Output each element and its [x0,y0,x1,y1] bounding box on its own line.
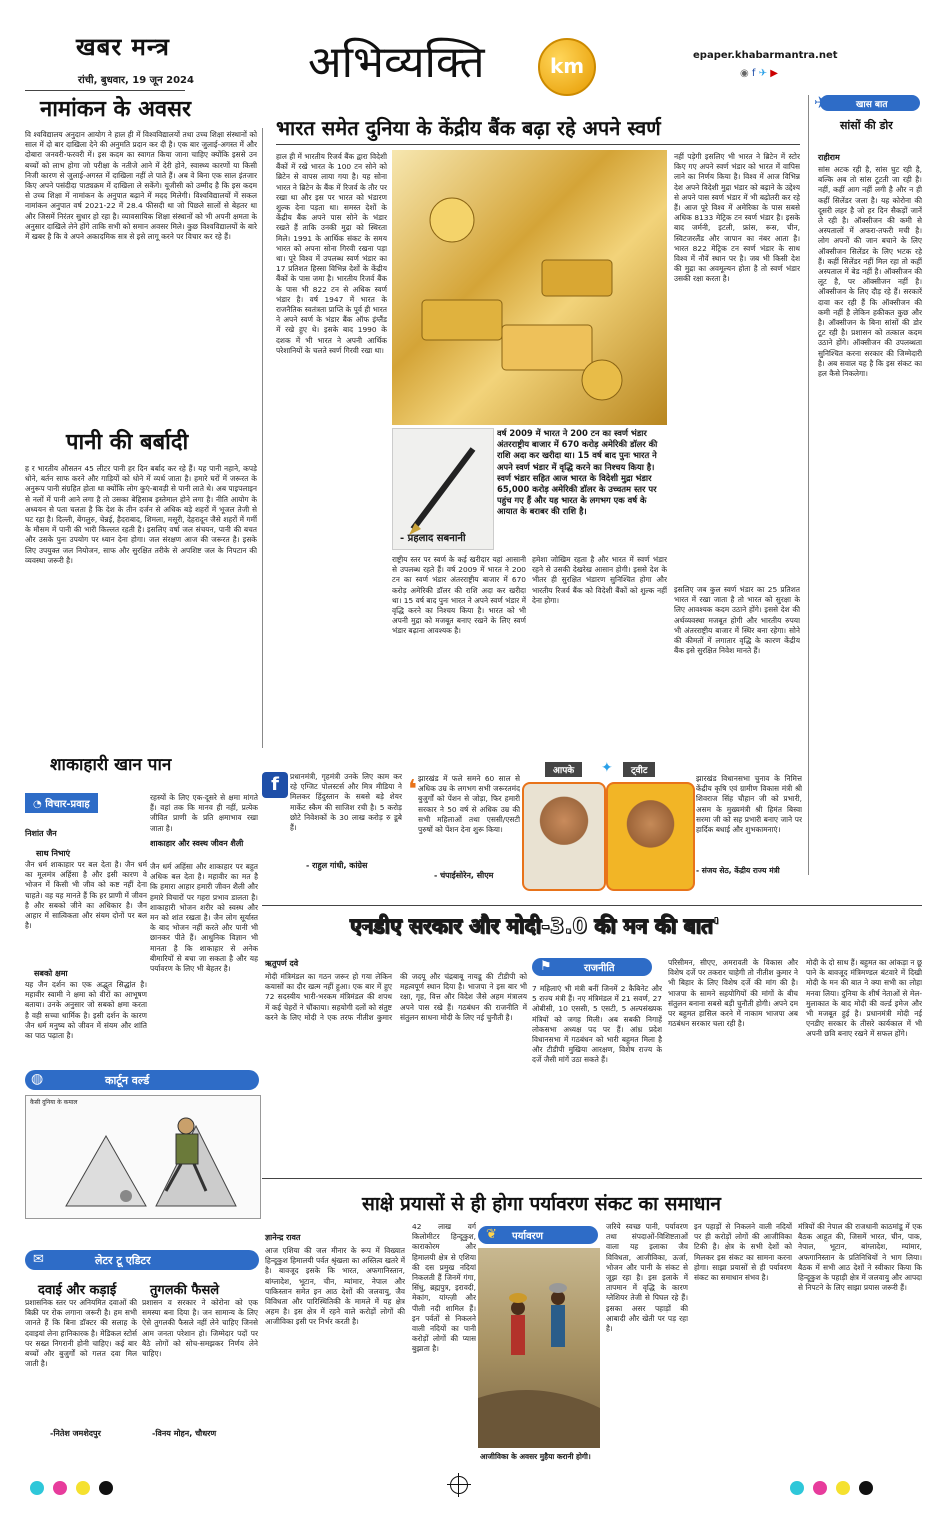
vichar-sub-3: शाकाहार और स्वस्थ जीवन शैली [150,839,244,848]
letter-2-signature: -विनय मोहन, चौधरण [152,1429,217,1438]
tweets-tag-right: ट्वीट [623,762,655,777]
gold-bars-photo [392,150,667,425]
dateline: रांची, बुधवार, 19 जून 2024 [78,75,194,86]
lead-author: - प्रहलाद सबनानी [400,533,466,544]
modi-col-1: मोदी मंत्रिमंडल का गठन जरूर हो गया लेकिन कयासों का दौर खत्म नहीं हुआ। एक बार में हुए 72 सदस्यीय भारी-भरकम मंत्रिमंडल की शपथ में कई चेहरों ने चौंकाया। सहयोगी दलों को संतुष्ट करने के लिए मोदी ने एक तरफ नीतीश कुमार की जदयू और चंद्रबाबू नायडू की टीडीपी को महत्वपूर्ण स्थान दिया है। भाजपा ने इस बार भी रक्षा, गृह, वित्त और विदेश जैसे अहम मंत्रालय अपने पास रखे हैं। गठबंधन की राजनीति में संतुलन साधना मोदी के लिए नई चुनौती है। [265,972,527,1022]
tweet-2-text: झारखंड में फले समने 60 साल से अधिक उम्र के लगभग सभी जरूरतमंद बुजुर्गों को पेंशन से जोड़ा, फिर हमारी सरकार ने 50 वर्ष से अधिक उम्र की सभी महिलाओं तथा एससी/एसटी पुरुषों को पेंशन देना शुरू किया। [418,774,520,835]
lead-col-2: राष्ट्रीय स्तर पर स्वर्ण के कई खरीदार यहां आसानी से उपलब्ध रहते हैं। वर्ष 2009 में भारत ने 200 टन का स्वर्ण भंडार अंतरराष्ट्रीय बाजार में 670 करोड़ अमेरिकी डॉलर की राशि अदा कर खरीदा था। 15 वर्ष बाद पुनः भारत ने अपने स्वर्ण भंडार में वृद्धि करने का निश्चय किया है। भारत को भी अपनी मुद्रा को मजबूत बनाए रखने के लिए स्वर्ण भंडार बढ़ाना आवश्यक है। [392,555,526,636]
tweet-1-signature: - राहुल गांधी, कांग्रेस [306,861,368,870]
envelope-icon: ✉ [33,1252,44,1267]
cartoon-panel [25,1095,261,1219]
tweet-2-quote-icon: ❛ [408,775,418,805]
cartoon-illustration [26,1096,260,1218]
letter-1-body: प्रशासनिक स्तर पर अनियमित दवाओं की बिक्री पर रोक लगाना जरूरी है। हम सभी जानते हैं कि बिना डॉक्टर की सलाह के दवाइयां लेना हानिकारक है। मेडिकल स्टोर्स पर सख्त निगरानी होनी चाहिए। कई बार बच्चों और बुजुर्गों को गलत दवा मिल जाती है। [25,1298,137,1369]
editorial-2-body: ह र भारतीय औसतन 45 लीटर पानी हर दिन बर्बाद कर रहे हैं। यह पानी नहाने, कपड़े धोने, बर्तन साफ करने और गाड़ियों को धोने में व्यर्थ जाता है। हमारे घरों में जरूरत के अनुरूप पानी संग्रहित होता था क्योंकि लोग कुएं-बावड़ी से पानी लाते थे। अब पाइपलाइन से नलों में पानी आने लगा है तो उसका बेहिसाब इस्तेमाल होने लगा है। नीति आयोग के अध्ययन से पता चलता है कि देश के तीन दर्जन से अधिक बड़े शहरों में भूजल तेजी से घट रहा है। दिल्ली, बेंगलुरु, चेन्नई, हैदराबाद, शिमला, मसूरी, देहरादून जैसे शहरों में गर्मी के मौसम में पानी की भारी किल्लत रहती है। इसलिए वर्षा जल संचयन, पानी की बचत और उसके पुनः उपयोग पर ध्यान देना होगा। जल संरक्षण आज की जरूरत है। इसके लिए उपयुक्त जल नियोजन, साफ और सुरक्षित तरीके से अपशिष्ट जल के निपटान की व्यवस्था जरूरी है। [25,464,257,565]
lead-col-1: हाल ही में भारतीय रिजर्व बैंक द्वारा विदेशी बैंकों में रखे भारत के 100 टन सोने को ब्रिटेन से वापस लाया गया है। यह सोना भारत ने ब्रिटेन के बैंक में रिजर्व के तौर पर रखा था और इस पर भारत को भंडारण शुल्क देना पड़ता था। समस्त देशों के केंद्रीय बैंक अपने पास सोने के भंडार रखते हैं ताकि उनकी मुद्रा को स्थिरता मिले। 1991 के आर्थिक संकट के समय भारत को अपना सोना गिरवी रखना पड़ा था। पूरे विश्व में उपलब्ध स्वर्ण भंडार का 17 प्रतिशत हिस्सा विभिन्न देशों के केंद्रीय बैंकों के पास जमा है। भारतीय रिजर्व बैंक के पास भी 822 टन से अधिक स्वर्ण भंडार है। वर्ष 1947 में भारत के राजनैतिक स्वतंत्रता प्राप्ति के पूर्व ही भारत ने अपने स्वर्ण के भंडार बैंक ऑफ इंग्लैंड में रखे हुए थे। इसके बाद 1990 के दशक में भी भारत ने अपनी आर्थिक परेशानियों के चलते स्वर्ण गिरवी रखा था। [276,152,387,355]
brand-logo [538,38,596,96]
black-dot [99,1481,113,1495]
col-divider-right [808,95,809,875]
modi-col-2: 7 महिलाएं भी मंत्री बनीं जिनमें 2 कैबिनेट और 5 राज्य मंत्री हैं। नए मंत्रिमंडल में 21 सवर्ण, 27 ओबीसी, 10 एससी, 5 एसटी, 5 अल्पसंख्यक मंत्रियों को जगह मिली। अब सबकी निगाहें लोकसभा अध्यक्ष पद पर हैं। आंध्र प्रदेश विधानसभा में गठबंधन को भारी बहुमत मिला है और टीडीपी मुखिया आरक्षण, विशेष राज्य के दर्जे जैसी मांगें उठा सकते हैं। [532,984,662,1065]
right-col-body: सांस अटक रही है, सांस घुट रही है, बल्कि अब तो सांस टूटती जा रही है। नहीं, कहीं आग नहीं लगी है और न ही कहीं सिलेंडर जला है। यह कोरोना की दूसरी लहर है जो हर दिन सैकड़ों जानें ले रही है। ऑक्सीजन की कमी से अस्पतालों में अफरा-तफरी मची है। लोग अपनों की जान बचाने के लिए ऑक्सीजन सिलेंडर के लिए भटक रहे हैं। कहीं सिलेंडर नहीं मिल रहा तो कहीं अस्पताल में बेड नहीं है। ऑक्सीजन की लूट है, पर ऑक्सीजन नहीं है। ऑक्सीजन के लिए दौड़ रहे हैं। सरकारें दावा कर रही हैं कि ऑक्सीजन की कमी नहीं है लेकिन हकीकत कुछ और है। ऑक्सीजन के बिना सांसों की डोर टूट रही है। प्रशासन को तत्काल कदम उठाने होंगे। ऑक्सीजन की उपलब्धता सुनिश्चित करना सरकार की जिम्मेदारी है। अब सवाल यह है कि इस संकट का हल कैसे निकलेगा। [818,165,922,379]
tweet-2-signature: - चंपाईसोरेन, सीएम [434,871,494,880]
editorial-2-heading: पानी की बर्बादी [66,430,189,455]
lead-pull-quote: वर्ष 2009 में भारत ने 200 टन का स्वर्ण भंडार अंतरराष्ट्रीय बाजार में 670 करोड़ अमेरिकी डॉलर की राशि अदा कर खरीदा था। 15 वर्ष बाद पुनः भारत ने अपने स्वर्ण भंडार में वृद्धि करने का निश्चय किया है। स्वर्ण भंडार सहित आज भारत के विदेशी मुद्रा भंडार 65,000 करोड़ अमेरिकी डॉलर के उच्चतम स्तर पर पहुंच गए हैं और यह भारत के लगभग एक वर्ष के आयात के बराबर की राशि है। [497,428,658,517]
env-byline: ज्ञानेन्द्र रावत [265,1233,301,1242]
brand-logo-letters: km [550,54,585,78]
rajneeti-icon: ⚑ [540,959,552,974]
tweet-3-signature: - संजय सेठ, केंद्रीय राज्य मंत्री [696,866,780,875]
vichar-sub-2: सबको क्षमा [34,969,68,978]
twitter-icon: ✈ [758,68,768,79]
lead-rule [276,144,800,145]
env-col-1: आज एशिया की जल मीनार के रूप में विख्यात हिन्दूकुश हिमालयी पर्वत श्रृंखला का अस्तित्व खतरे में है। बावजूद इसके कि भारत, अफगानिस्तान, बांग्लादेश, भूटान, चीन, म्यांमार, नेपाल और पाकिस्तान समेत इन आठ देशों की जलवायु, जैव विविधता और पारिस्थितिकी के मामले में यह क्षेत्र अहम है। इस क्षेत्र में रहने वाले करोड़ों लोगों की आजीविका इसी पर निर्भर करती है। [265,1246,405,1327]
paper-name: खबर मन्त्र [76,32,170,61]
env-headline: साक्षे प्रयासों से ही होगा पर्यावरण संकट का समाधान [362,1193,721,1215]
sanjay-seth-photo [606,782,695,891]
masthead-rule [25,90,185,91]
khas-baat-label: खास बात [856,100,888,110]
magenta-dot [53,1481,67,1495]
cartoon-world-tag [25,1070,259,1090]
right-col-byline: राहीराम [818,153,840,162]
color-registration-left [30,1480,117,1499]
right-col-title: सांसों की डोर [840,119,893,132]
modi-col-3: परिसीमन, सीएए, अमरावती के विकास और विशेष दर्जे पर तकरार चाहेगी तो नीतीश कुमार ने भी बिहार के लिए विशेष दर्जे की मांग की है। भाजपा के सामने सहयोगियों की मांगों के बीच संतुलन बनाना सबसे बड़ी चुनौती होगी। अपने दम पर बहुमत हासिल करने में नाकाम भाजपा अब गठबंधन सरकार चला रही है। [668,958,798,1029]
editorial-1-heading: नामांकन के अवसर [40,97,191,122]
women-figures [478,1248,600,1448]
tweet-3-text: झारखंड विधानसभा चुनाव के निमित्त केंद्रीय कृषि एवं ग्रामीण विकास मंत्री श्री शिवराज सिंह चौहान जी को प्रभारी, असम के मुख्यमंत्री श्री हिमंत बिस्वा सरमा जी को सह प्रभारी बनाए जाने पर हार्दिक बधाई और शुभकामनाएं। [696,774,802,835]
khas-baat-tag [814,93,920,112]
tweets-tag-left: आपके [545,762,582,777]
tweet-1-text: प्रधानमंत्री, गृहमंत्री उनके लिए काम कर रहे एग्जिट पोलस्टर्स और मित्र मीडिया ने मिलकर हिंदुस्तान के सबसे बड़े शेयर मार्केट स्कैम की साजिश रची है। 5 करोड़ छोटे निवेशकों के 30 लाख करोड़ रु डूबे हैं। [290,772,402,833]
letter-2-title: तुगलकी फैसले [150,1283,220,1298]
modi-headline: एनडीए सरकार और मोदी-3.0 की मन की बात' [350,914,720,938]
rajneeti-tag [532,958,652,976]
letter-1-signature: -नितेश जमशेदपुर [50,1429,101,1438]
black-dot [859,1481,873,1495]
vichar-body-2: यह जैन दर्शन का एक अद्भुत सिद्धांत है। महावीर स्वामी ने क्षमा को वीरों का आभूषण बताया। उनके अनुसार जो सबको क्षमा करता है वही सच्चा धार्मिक है। इसी दर्शन के कारण जैन धर्म मनुष्य को जीवन में संयम और शांति का पाठ पढ़ाता है। [25,980,147,1041]
vichar-sub-1: साथ निभाएं [36,849,71,858]
editorial-1-body: वि श्वविद्यालय अनुदान आयोग ने हाल ही में विश्वविद्यालयों तथा उच्च शिक्षा संस्थानों को साल में दो बार दाखिला देने की अनुमति प्रदान कर दी है। एक बार जुलाई-अगस्त में और दोबारा जनवरी-फरवरी में। इस कदम का स्वागत किया जाना चाहिए क्योंकि इससे उन बच्चों को लाभ होगा जो परीक्षा के नतीजे आने में देरी होने, स्वास्थ्य कारणों या किसी निजी कारण से जुलाई-अगस्त में दाखिला नहीं ले पाते हैं। अब वे बिना एक साल इंतजार किए अपने पसंदीदा पाठ्यक्रम में दाखिला ले सकेंगे। यूजीसी को उम्मीद है कि इस कदम से उच्च शिक्षा में नामांकन के अनुपात बढ़ाने में मदद मिलेगी। विश्वविद्यालयों में सकल नामांकन अनुपात वर्ष 2021-22 में 28.4 फीसदी था जो पिछले सालों से बेहतर था और जिसमें निरंतर सुधार हो रहा है। व्यावसायिक शिक्षा संस्थानों को भी अपनी क्षमता के अनुसार दाखिले लेने होंगे ताकि सभी को समान अवसर मिले। कुछ विश्वविद्यालयों के बारे में खबर है कि वे अपने अकादमिक सत्र से इसे लागू करने पर विचार कर रहे हैं। [25,130,257,242]
youtube-icon: ▶ [770,68,778,79]
env-col-2: 42 लाख वर्ग किलोमीटर हिन्दूकुश, काराकोरम और हिमालयी क्षेत्र से एशिया की दस प्रमुख नदियां निकलती हैं जिनमें गंगा, सिंधु, ब्रह्मपुत्र, इरावदी, मेकांग, यांग्त्ज़ी और पीली नदी शामिल हैं। इन पर्वतों से निकलने वाली नदियों का पानी करोड़ों लोगों की प्यास बुझाता है। [412,1222,476,1354]
leaf-icon: ❦ [486,1227,497,1242]
modi-col-4: मोदी के दो साथ हैं। बहुमत का आंकड़ा न छू पाने के बावजूद मंत्रिमण्डल बंटवारे में दिखी मोदी के मन की बात ने क्या सभी का लोहा मनवा लिया। दुनिया के शीर्ष नेताओं से मेल-मुलाकात के बाद मोदी की वर्ल्ड इमेज और भी मजबूत हुई है। प्रधानमंत्री मोदी नई एनडीए सरकार के तीसरे कार्यकाल में भी अपनी छवि बनाए रखने में सफल होंगे। [806,958,922,1039]
website-url[interactable]: epaper.khabarmantra.net [693,50,838,61]
vichar-body-1: जैन धर्म शाकाहार पर बल देता है। जैन धर्म का मूलमंत्र अहिंसा है और इसी कारण वे भोजन में किसी भी जीव को कष्ट नहीं देना चाहते। वह यह मानते हैं कि हर प्राणी में जीवन है और सबको जीने का अधिकार है। जैन आहार में सात्विकता और संयम दोनों पर बल है। [25,860,147,931]
lead-headline: भारत समेत दुनिया के केंद्रीय बैंक बढ़ा रहे अपने स्वर्ण [276,116,661,140]
letter-to-editor-label: लेटर टू एडिटर [95,1254,151,1267]
env-rule-top [262,1178,922,1179]
thought-icon: ◔ [33,799,46,810]
gold-bars-illustration [392,150,667,425]
env-col-3: जरिये स्वच्छ पानी, पर्यावरण तथा संपदाओं-विशिष्टताओं वाला यह इलाका जैव विविधता, आजीविका, ऊर्जा, भोजन और पानी के संकट से जूझ रहा है। इस इलाके में तापमान में वृद्धि के कारण ग्लेशियर तेजी से पिघल रहे हैं। इसका असर पहाड़ों की आबादी और खेती पर पड़ रहा है। [606,1222,688,1334]
modi-byline: ऋतुपर्ण दवे [265,959,299,968]
registration-mark-icon [450,1476,468,1494]
color-registration-right [790,1480,877,1499]
social-icons [740,68,778,79]
globe-icon: ◉ [740,68,749,79]
paryavaran-tag [478,1226,598,1244]
globe-icon: ◍ [31,1071,44,1087]
airplane-icon: ✈ [814,93,828,112]
editorial-3-heading: शाकाहारी खान पान [50,755,172,775]
vichar-body-3: रहस्यों के लिए एक-दूसरे से क्षमा मांगते हैं। वहां तक कि मानव ही नहीं, प्रत्येक जीवित प्राणी के प्रति क्षमाभाव रखा जाता है। [150,793,258,833]
paryavaran-label: पर्यावरण [512,1231,543,1242]
lead-col-3: हमेशा जोखिम रहता है और भारत में स्वर्ण भंडार रहने से उसकी देखरेख आसान होगी। इससे देश के भीतर ही सुरक्षित भंडारण सुनिश्चित होगा और भारतीय रिजर्व बैंक को विदेशी बैंकों को शुल्क नहीं देना होगा। [532,555,667,605]
yellow-dot [76,1481,90,1495]
facebook-icon: f [751,68,756,79]
letter-1-title: दवाई और कड़ाई [38,1283,117,1298]
magenta-dot [813,1481,827,1495]
lead-col-4: नहीं पड़ेगी इसलिए भी भारत ने ब्रिटेन में स्टोर किए गए अपने स्वर्ण भंडार को भारत में वापिस लाने का निर्णय किया है। विश्व में आज विभिन्न देश अपने विदेशी मुद्रा भंडार को बढ़ाने के उद्देश्य से अपने पास स्वर्ण भंडार में भी बढ़ोतरी कर रहे हैं। आज पूरे विश्व में अमेरिका के पास सबसे अधिक 8133 मेट्रिक टन स्वर्ण भंडार है। इसके बाद जर्मनी, इटली, फ्रांस, रूस, चीन, स्विटजरलैंड और जापान का नंबर आता है। भारत 822 मेट्रिक टन स्वर्ण भंडार के साथ विश्व में नौवें स्थान पर है। जब भी किसी देश की मुद्रा का अवमूल्यन होता है तो स्वर्ण भंडार उसकी रक्षा करता है। [674,152,800,284]
col-divider-left [262,128,263,748]
twitter-bird-icon: ✦ [601,760,613,776]
rajneeti-label: राजनीति [584,963,615,974]
yellow-dot [836,1481,850,1495]
vichar-byline: निशांत जैन [25,829,57,838]
cyan-dot [30,1481,44,1495]
letter-2-body: प्रशासन व सरकार ने कोरोना को एक समस्या बना दिया है। जन सामान्य के लिए ऐसे तुगलकी फैसले नहीं लेने चाहिए जिनसे आम जनता परेशान हो। जिम्मेदार पदों पर बैठे लोगों को सोच-समझकर निर्णय लेने चाहिए। [142,1298,258,1359]
tweets-tag [545,762,685,776]
women-carrying-water-photo [478,1248,600,1448]
env-photo-caption: आजीविका के अवसर मुहैया करानी होगी। [480,1452,591,1461]
champai-soren-photo [522,782,606,891]
env-col-4: इन पहाड़ों से निकलने वाली नदियों पर ही करोड़ों लोगों की आजीविका टिकी है। क्षेत्र के सभी देशों को मिलकर इस संकट का सामना करना होगा। साझा प्रयासों से ही पर्यावरण संकट का समाधान संभव है। [694,1222,792,1283]
vichar-pravah-tag [25,793,98,813]
vichar-body-4: जैन धर्म अहिंसा और शाकाहार पर बहुत अधिक बल देता है। महावीर का मत है कि हमारा आहार हमारी जीवन शैली और हमारे विचारों पर गहरा प्रभाव डालता है। शाकाहारी भोजन शरीर को स्वस्थ और मन को शांत रखता है। जैन लोग सूर्यास्त के बाद भोजन नहीं करते और पानी भी छानकर पीते हैं। आधुनिक विज्ञान भी मानता है कि शाकाहार से अनेक बीमारियों से बचा जा सकता है और यह पर्यावरण के लिए भी बेहतर है। [150,862,258,974]
cartoon-world-label: कार्टून वर्ल्ड [105,1074,150,1087]
lead-col-5: इसलिए जब कुल स्वर्ण भंडार का 25 प्रतिशत भारत में रखा जाता है तो भारत को सुरक्षा के लिए आवश्यक कदम उठाने होंगे। इससे देश की अर्थव्यवस्था मजबूत होगी और भारतीय रुपया भी अंतरराष्ट्रीय बाजार में स्थिर बना रहेगा। सोने की कीमतों में लगातार वृद्धि के कारण केंद्रीय बैंक इसे सुरक्षित निवेश मानते हैं। [674,585,800,656]
facebook-badge-icon: f [262,772,288,798]
env-col-5: मंत्रियों की नेपाल की राजधानी काठमांडू में एक बैठक आहूत की, जिसमें भारत, चीन, पाक, नेपाल, भूटान, बांग्लादेश, म्यांमार, अफगानिस्तान के प्रतिनिधियों ने भाग लिया। बैठक में सभी आठ देशों ने स्वीकार किया कि हिन्दूकुश के पहाड़ी क्षेत्र में जलवायु और आपदा से निपटने के लिए साझा प्रयास जरूरी हैं। [798,1222,922,1293]
letter-to-editor-tag [25,1250,259,1270]
cartoon-caption: कैसी दुनिया के कमाल [30,1099,78,1106]
cyan-dot [790,1481,804,1495]
vichar-pravah-label: विचार-प्रवाह [45,799,90,810]
modi-rule-top [262,905,922,906]
section-title: अभिव्यक्ति [308,37,485,88]
